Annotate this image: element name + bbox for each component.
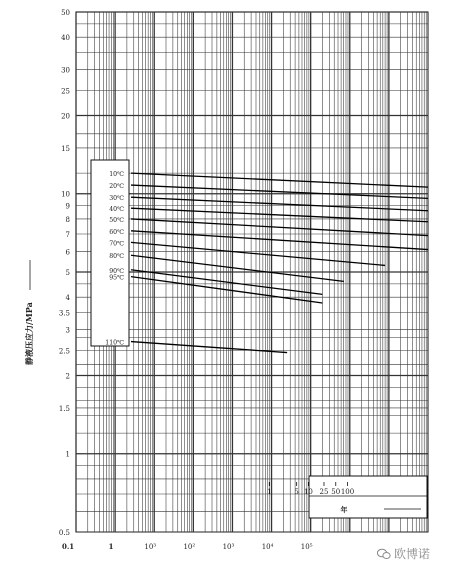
series-label: 95℃ [109,274,124,282]
y-tick-label: 30 [61,66,70,75]
y-tick-label: 20 [61,112,70,121]
y-axis-label: 静液压应力/MPa [24,302,34,365]
series-line [131,197,428,211]
y-tick-label: 15 [61,144,70,153]
series-label: 10℃ [109,171,124,179]
y-tick-label: 40 [61,34,70,43]
x-tick-label: 10³ [222,543,235,551]
series-line [131,208,428,222]
y-tick-label: 7 [65,231,70,240]
x-tick-label: 10⁵ [300,543,313,551]
y-tick-label: 3.5 [58,309,70,318]
watermark [377,545,461,565]
series-line [131,270,322,295]
y-axis-label-box [22,260,36,400]
x-tick-label: 10³ [144,543,157,551]
x-tick-label: 10⁴ [261,543,274,551]
year-scale-label: 50 [331,488,341,496]
series-label: 80℃ [109,253,124,261]
series-line [131,173,428,187]
y-tick-label: 9 [65,202,70,211]
y-tick-label: 10 [61,190,70,199]
y-tick-label: 50 [61,9,70,17]
year-scale-label: 100 [340,488,355,496]
series-label: 90℃ [109,267,124,275]
series-label: 60℃ [109,228,124,236]
year-scale-label: 10 [303,488,313,496]
y-tick-label: 8 [65,215,70,224]
y-tick-label: 25 [61,87,70,96]
series-label: 20℃ [109,183,124,191]
y-tick-label: 1 [65,450,70,459]
series-line [131,242,385,265]
series-label: 40℃ [109,206,124,214]
year-scale-title: 年 [340,505,348,514]
series-line [131,185,428,198]
series-label: 50℃ [109,216,124,224]
series-label: 30℃ [109,195,124,203]
y-tick-label: 3 [65,326,70,335]
y-tick-label: 2 [65,372,70,381]
year-scale-label: 5 [294,488,299,496]
year-scale-box [309,476,427,518]
series-label: 70℃ [109,240,124,248]
series-label: 110℃ [105,339,124,347]
wechat-icon [377,548,391,560]
x-tick-label: 10² [183,543,196,551]
watermark-text: 欧博诺 [394,547,431,561]
y-tick-label: 4 [65,294,70,303]
y-tick-label: 2.5 [58,347,70,356]
y-tick-label: 5 [65,269,70,277]
x-tick-label: 1 [108,542,114,551]
year-scale-label: 1 [267,488,272,496]
year-scale-label: 25 [319,488,329,496]
y-tick-label: 0.5 [58,529,70,537]
x-tick-label: 0.1 [62,542,75,551]
y-tick-label: 6 [65,248,70,257]
series-line [131,277,322,303]
y-tick-label: 1.5 [58,404,70,413]
